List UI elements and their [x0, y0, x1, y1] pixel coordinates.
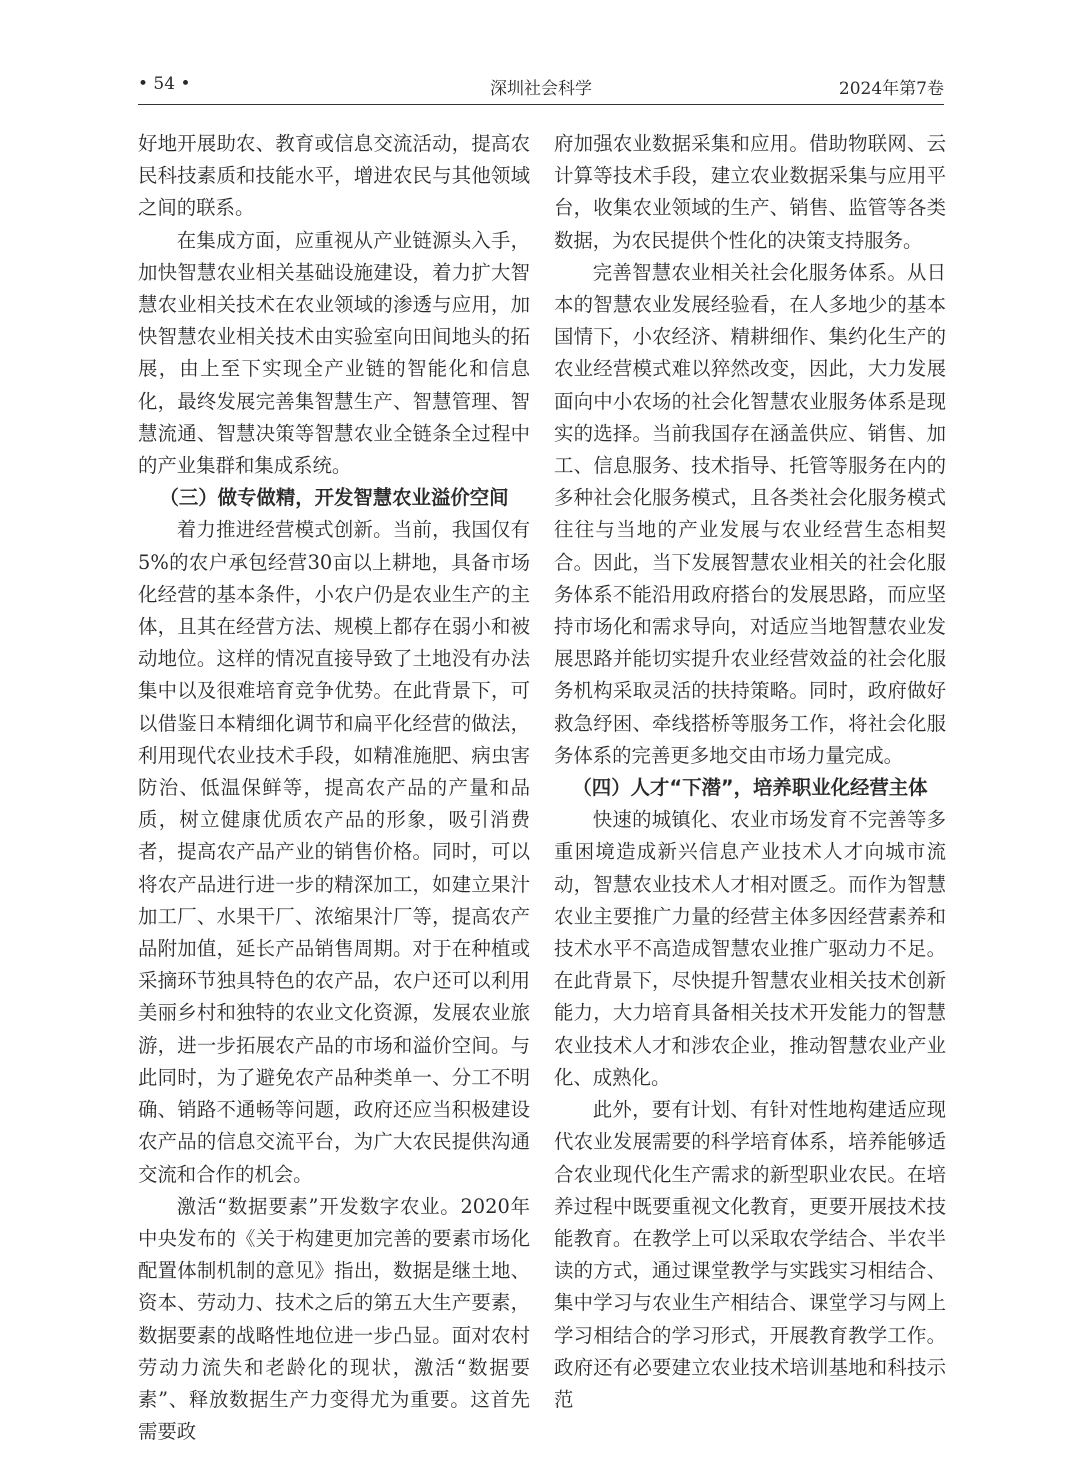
- paragraph-continued: 好地开展助农、教育或信息交流活动，提高农民科技素质和技能水平，增进农民与其他领域之间的联系。: [138, 132, 530, 220]
- journal-title: 深圳社会科学: [490, 79, 592, 99]
- paragraph-integration: 在集成方面，应重视从产业链源头入手，加快智慧农业相关基础设施建设，着力扩大智慧农业相关技术在农业领域的渗透与应用，加快智慧农业相关技术由实验室向田间地头的拓展，由上至下实现全产业链的智能化和信息化，最终发展完善集智慧生产、智慧管理、智慧流通、智慧决策等智慧农业全链条全过程中的产业集群和集成系统。: [138, 228, 530, 478]
- paragraph-continued: 府加强农业数据采集和应用。借助物联网、云计算等技术手段，建立农业数据采集与应用平台，收集农业领域的生产、销售、监管等各类数据，为农民提供个性化的决策支持服务。: [554, 132, 946, 252]
- left-column: [138, 128, 530, 1448]
- paragraph-data-elements: 激活“数据要素”开发数字农业。2020年中央发布的《关于构建更加完善的要素市场化配置体制机制的意见》指出，数据是继土地、资本、劳动力、技术之后的第五大生产要素，数据要素的战略性地位进一步凸显。面对农村劳动力流失和老龄化的现状，激活“数据要素”、释放数据生产力变得尤为重要。这首先需要政: [138, 1194, 530, 1444]
- running-header: [138, 72, 944, 106]
- paragraph-training: 此外，要有计划、有针对性地构建适应现代农业发展需要的科学培育体系，培养能够适合农业现代化生产需求的新型职业农民。在培养过程中既要重视文化教育，更要开展技术技能教育。在教学上可以采取农学结合、半农半读的方式，通过课堂教学与实践实习相结合、集中学习与农业生产相结合、课堂学习与网上学习相结合的学习形式，开展教育教学工作。政府还有必要建立农业技术培训基地和科技示范: [554, 1098, 946, 1411]
- page-number: • 54 •: [138, 74, 191, 94]
- header-rule: [138, 104, 944, 105]
- right-column: [554, 128, 946, 1416]
- journal-volume: 2024年第7卷: [838, 79, 944, 99]
- paragraph-talent: 快速的城镇化、农业市场发育不完善等多重困境造成新兴信息产业技术人才向城市流动，智慧农业技术人才相对匮乏。而作为智慧农业主要推广力量的经营主体多因经营素养和技术水平不高造成智慧农业推广驱动力不足。在此背景下，尽快提升智慧农业相关技术创新能力，大力培育具备相关技术开发能力的智慧农业技术人才和涉农企业，推动智慧农业产业化、成熟化。: [554, 808, 946, 1089]
- section-heading-3: （三）做专做精，开发智慧农业溢价空间: [159, 486, 509, 510]
- section-heading-4: （四）人才“下潜”，培养职业化经营主体: [572, 776, 928, 800]
- paragraph-social-services: 完善智慧农业相关社会化服务体系。从日本的智慧农业发展经验看，在人多地少的基本国情下，小农经济、精耕细作、集约化生产的农业经营模式难以猝然改变，因此，大力发展面向中小农场的社会化智慧农业服务体系是现实的选择。当前我国存在涵盖供应、销售、加工、信息服务、技术指导、托管等服务在内的多种社会化服务模式，且各类社会化服务模式往往与当地的产业发展与农业经营生态相契合。因此，当下发展智慧农业相关的社会化服务体系不能沿用政府搭台的发展思路，而应坚持市场化和需求导向，对适应当地智慧农业发展思路并能切实提升农业经营效益的社会化服务机构采取灵活的扶持策略。同时，政府做好救急纾困、牵线搭桥等服务工作，将社会化服务体系的完善更多地交由市场力量完成。: [554, 260, 946, 767]
- paragraph-business-model: 着力推进经营模式创新。当前，我国仅有5%的农户承包经营30亩以上耕地，具备市场化经营的基本条件，小农户仍是农业生产的主体，且其在经营方法、规模上都存在弱小和被动地位。这样的情况直接导致了土地没有办法集中以及很难培育竞争优势。在此背景下，可以借鉴日本精细化调节和扁平化经营的做法，利用现代农业技术手段，如精准施肥、病虫害防治、低温保鲜等，提高农产品的产量和品质，树立健康优质农产品的形象，吸引消费者，提高农产品产业的销售价格。同时，可以将农产品进行进一步的精深加工，如建立果汁加工厂、水果干厂、浓缩果汁厂等，提高农产品附加值，延长产品销售周期。对于在种植或采摘环节独具特色的农产品，农户还可以利用美丽乡村和独特的农业文化资源，发展农业旅游，进一步拓展农产品的市场和溢价空间。与此同时，为了避免农产品种类单一、分工不明确、销路不通畅等问题，政府还应当积极建设农产品的信息交流平台，为广大农民提供沟通交流和合作的机会。: [138, 518, 530, 1186]
